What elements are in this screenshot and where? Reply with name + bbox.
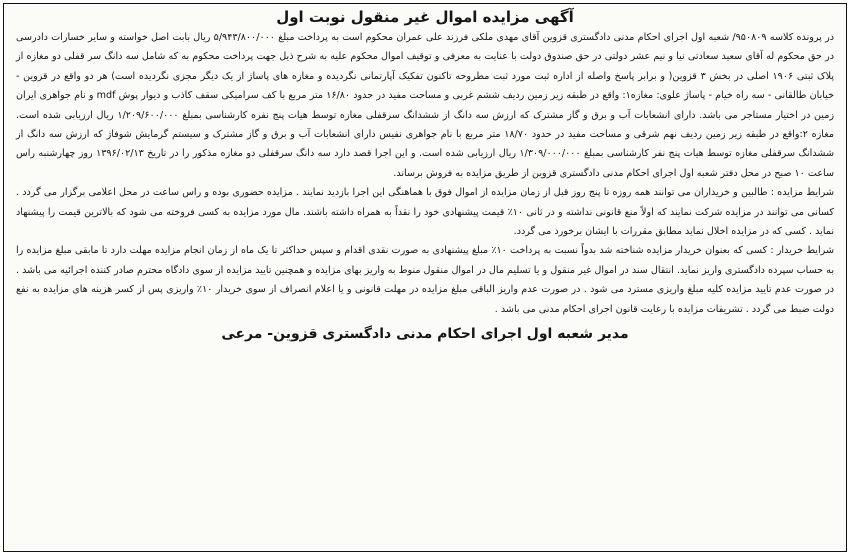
notice-body (16, 28, 834, 319)
signature-line: مدیر شعبه اول اجرای احکام مدنی دادگستری قزوین- مرعی (221, 326, 629, 343)
buyer-conditions-paragraph: شرایط خریدار : کسی که بعنوان خریدار مزایده شناخته شد بدواً نسبت به پرداخت ۱۰٪ مبلغ پیشنهادی به صورت نقدی اقدام و سپس حداکثر تا یک ماه از زمان انجام مزایده مهلت دارد تا مابقی مبلغ مزایده را به حساب سپرده دادگستری واریز نماید. انتقال سند در اموال غیر منقول و یا تسلیم مال در اموال منقول منوط به واریز بهای مزایده و همچنین تایید مزایده از سوی دادگاه محترم صادر کننده اجرائیه می باشد . در صورت عدم تایید مزایده کلیه مبلغ واریزی مسترد می شود . در صورت عدم واریز الباقی مبلغ مزایده در مهلت قانونی و یا اعلام انصراف از سوی خریدار ۱۰٪ واریزی پس از کسر هزینه های مزایده به نفع دولت ضبط می گردد . تشریفات مزایده با رعایت قانون اجرای احکام مدنی می باشد . (16, 245, 834, 315)
auction-notice (3, 3, 847, 552)
case-paragraph: در پرونده کلاسه ۹۵۰۸۰۹/ شعبه اول اجرای احکام مدنی دادگستری قزوین آقای مهدی ملکی فرزند علی عمران محکوم است به پرداخت مبلغ ۵/۹۴۳/۸۰۰/۰۰۰ ریال بابت اصل خواسته و سایر خسارات دادرسی در حق محکوم له آقای سعید سعادتی نیا و نیم عشر دولتی در حق صندوق دولت با عنایت به معرفی و توقیف اموال محکوم علیه به شرح ذیل جهت پرداخت محکوم به که شامل سه دانگ سر قفلی دو مغازه از پلاک ثبتی ۱۹۰۶ اصلی در بخش ۳ قزوین( و برابر پاسخ واصله از اداره ثبت مورد ثبت مطروحه تاکنون تفکیک آپارتمانی نگردیده و مغازه های پاساژ از یک دیگر مجزی نگردیده است) هر دو واقع در قزوین - خیابان طالقانی - سه راه خیام - پاساژ علوی: مغازه۱: واقع در طبقه زیر زمین ردیف ششم غربی و مساحت مفید در حدود ۱۶/۸۰ متر مربع با کف سرامیکی سقف کاذب و دیوار پوش mdf و نام جواهری ایران زمین در اختیار مستاجر می باشد. دارای انشعابات آب و برق و گاز مشترک که ارزش سه دانگ از ششدانگ سرقفلی مغازه توسط هیات پنج نفره کارشناسی بمبلغ ۱/۲۰۹/۶۰۰/۰۰۰ ریال ارزیابی شده است. مغازه ۲:واقع در طبقه زیر زمین ردیف نهم شرقی و مساحت مفید در حدود ۱۸/۷۰ متر مربع با نام جواهری نفیس دارای انشعابات آب و برق و گاز مشترک و سیستم گرمایش شوفاژ که ارزش سه دانگ از ششدانگ سرقفلی مغازه توسط هیات پنج نفر کارشناسی بمبلغ ۱/۳۰۹/۰۰۰/۰۰۰ ریال ارزیابی شده است. و این اجرا قصد دارد سه دانگ سرقفلی دو مغازه مذکور را در تاریخ ۱۳۹۶/۰۲/۱۳ روز چهارشنبه راس ساعت ۱۰ صبح در محل دفتر شعبه اول اجرای احکام مدنی دادگستری قزوین از طریق مزایده به فروش برساند. (16, 32, 835, 179)
auction-conditions-paragraph: شرایط مزایده : طالبین و خریداران می توانند همه روزه تا پنج روز قبل از زمان مزایده از اموال فوق با هماهنگی این اجرا بازدید نمایند . مزایده حضوری بوده و راس ساعت در محل اعلامی برگزار می گردد . کسانی می توانند در مزایده شرکت نمایند که اولاً منع قانونی نداشته و در ثانی ۱۰٪ قیمت پیشنهادی خود را نقداً به همراه داشته باشند. مال مورد مزایده به کسی فروخته می شود که بالاترین قیمت را پیشنهاد نماید . کسی که در مزایده اخلال نماید مطابق مقررات با ایشان برخورد می گردد. (16, 187, 835, 238)
notice-title: آگهی مزایده اموال غیر منقول نوبت اول (276, 8, 574, 26)
